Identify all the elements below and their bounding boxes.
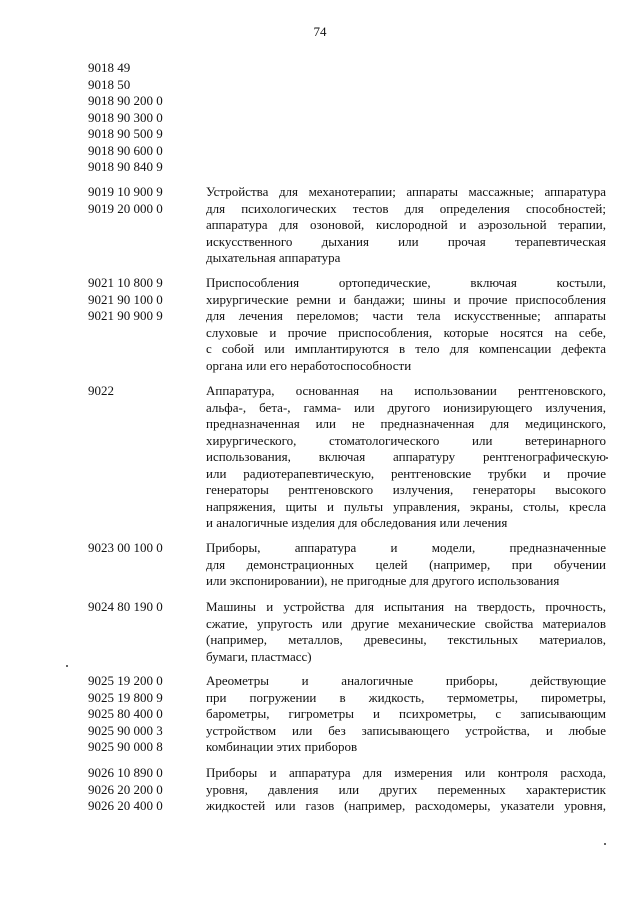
description-line: Устройства для механотерапии; аппараты массажные; аппаратура [206,184,606,199]
tariff-code: 9025 19 800 9 [88,689,163,705]
description-line: комбинации этих приборов [206,739,358,754]
tariff-code: 9018 50 [88,76,131,92]
entry-description [206,599,606,665]
entry-9021 [88,275,608,374]
entry-9023 [88,540,608,590]
tariff-code: 9026 10 890 0 [88,765,163,780]
top-code-list [88,60,163,176]
description-line: жидкостей или газов (например, расходомеры, указатели уровня, [206,798,606,813]
entry-codes [88,275,206,374]
tariff-code: 9019 20 000 0 [88,200,163,216]
entry-codes [88,184,206,267]
description-line: предназначенная или не предназначенная для медицинского, [206,416,606,431]
description-line: хирургического, стоматологического или ветеринарного [206,432,606,448]
tariff-code: 9018 49 [88,60,131,75]
entry-codes [88,673,206,756]
description-line: (например, металлов, древесины, текстильных материалов, [206,632,606,647]
entry-description [206,540,606,590]
description-line: или радиотерапевтическую, рентгеновские трубки и прочие [206,465,606,481]
description-line: уровня, давления или других переменных характеристик [206,781,606,797]
tariff-code: 9018 90 840 9 [88,159,163,174]
description-line: хирургические ремни и бандажи; шины и прочие приспособления [206,291,606,307]
description-line: слуховые и прочие приспособления, которые носятся на себе, [206,324,606,340]
tariff-code: 9024 80 190 0 [88,599,163,614]
tariff-code: 9018 90 300 0 [88,109,163,125]
description-line: напряжения, щиты и пульты управления, экраны, столы, кресла [206,498,606,514]
tariff-code: 9018 90 500 9 [88,126,163,141]
entry-description [206,765,606,815]
description-line: бумаги, пластмасс) [206,648,312,664]
tariff-code: 9021 90 100 0 [88,291,163,307]
scan-speck [604,843,606,845]
description-line: органа или его неработоспособности [206,357,412,373]
tariff-code: 9023 00 100 0 [88,540,163,555]
description-line: Аппаратура, основанная на использовании рентгеновского, [206,383,606,398]
entry-description [206,383,606,532]
description-line: Приспособления ортопедические, включая костыли, [206,275,606,290]
description-line: дыхательная аппаратура [206,250,341,265]
entry-9026 [88,765,608,815]
description-line: и аналогичные изделия для обследования или лечения [206,515,508,530]
scan-speck [66,665,68,667]
description-line: Машины и устройства для испытания на твердость, прочность, [206,599,606,614]
description-line: искусственного дыхания или прочая терапевтическая [206,233,606,249]
description-line: аппаратура для озоновой, кислородной и аэрозольной терапии, [206,217,606,232]
tariff-code: 9025 19 200 0 [88,673,163,688]
description-line: альфа-, бета-, гамма- или другого ионизирующего излучения, [206,399,606,415]
description-line: сжатие, упругость или другие механические свойства материалов [206,615,606,631]
tariff-code: 9019 10 900 9 [88,184,163,199]
tariff-code: 9025 90 000 3 [88,722,163,738]
description-line: использования, включая аппаратуру рентгенографическую [206,449,606,464]
page-number: 74 [313,24,327,39]
tariff-code: 9026 20 400 0 [88,798,163,813]
tariff-code: 9022 [88,383,114,398]
description-line: Приборы, аппаратура и модели, предназначенные [206,540,606,555]
description-line: для демонстрационных целей (например, при обучении [206,556,606,572]
description-line: устройством или без записывающего устройства, и любые [206,722,606,738]
entry-codes [88,540,206,590]
entry-9022 [88,383,608,532]
entry-description [206,673,606,756]
entry-9019 [88,184,608,267]
entry-9025 [88,673,608,756]
entry-description [206,275,606,374]
description-line: с собой или имплантируются в тело для компенсации дефекта [206,341,606,356]
tariff-code: 9021 90 900 9 [88,308,163,323]
description-line: для лечения переломов; части тела искусственные; аппараты [206,308,606,323]
description-line: или экспонировании), не пригодные для другого использования [206,573,560,588]
description-line: барометры, гигрометры и психрометры, с записывающим [206,706,606,721]
tariff-code: 9021 10 800 9 [88,275,163,290]
description-line: Ареометры и аналогичные приборы, действующие [206,673,606,688]
description-line: Приборы и аппаратура для измерения или контроля расхода, [206,765,606,780]
description-line: генераторы рентгеновского излучения, генераторы высокого [206,482,606,497]
tariff-code: 9026 20 200 0 [88,781,163,797]
scan-speck [606,457,608,459]
tariff-code: 9025 90 000 8 [88,739,163,754]
description-line: для психологических тестов для определения способностей; [206,200,606,216]
tariff-code: 9018 90 200 0 [88,93,163,108]
entry-codes [88,383,206,532]
tariff-code: 9018 90 600 0 [88,142,163,158]
description-line: при погружении в жидкость, термометры, пирометры, [206,689,606,705]
entry-description [206,184,606,267]
entry-9024 [88,599,608,665]
entry-codes [88,765,206,815]
tariff-code: 9025 80 400 0 [88,706,163,721]
entry-codes [88,599,206,665]
